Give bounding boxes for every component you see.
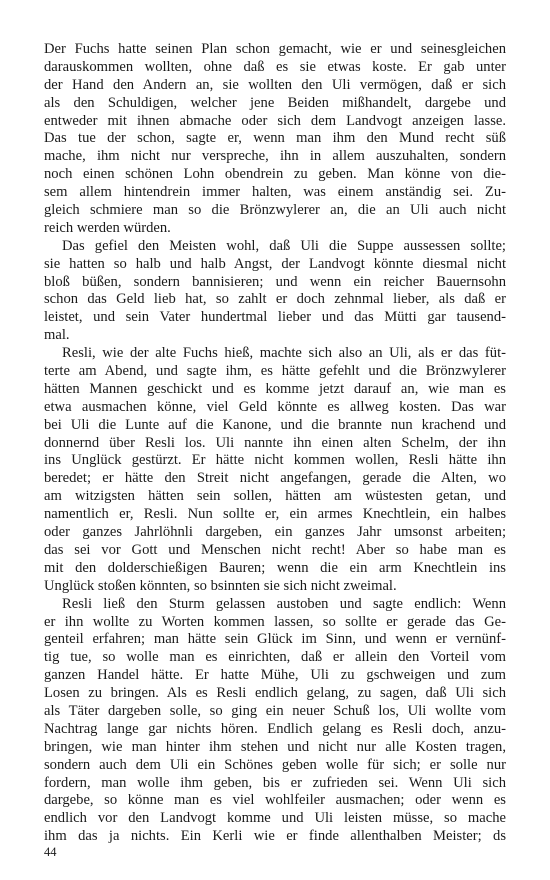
text-line: dargebe, so könne man es viel wohlfeiler ausmachen; oder wenn es xyxy=(44,792,506,809)
text-line: sie hatten so halb und halb Angst, der Landvogt könnte diesmal nicht xyxy=(44,255,506,272)
body-text xyxy=(44,41,506,846)
text-line: schon das Geld lieb hat, so zahlt er doch zehnmal lieber, als daß er xyxy=(44,291,506,308)
text-line: Resli ließ den Sturm gelassen austoben und sagte endlich: Wenn xyxy=(62,595,506,612)
paragraph xyxy=(44,238,506,345)
paragraph xyxy=(44,41,506,238)
paragraph xyxy=(44,596,506,846)
text-line: ins Unglück gestürzt. Er hätte nicht kommen wollen, Resli hätte ihn xyxy=(44,452,506,469)
text-line: entweder mit ihnen abmache oder sich dem Landvogt anzeigen lasse. xyxy=(44,112,506,129)
text-line: etwa ausmachen könne, viel Geld könnte es allweg kosten. Das war xyxy=(44,398,506,415)
text-line: beredet; er hätte den Streit nicht angefangen, gerade die Alten, wo xyxy=(44,470,506,487)
text-line: Das gefiel den Meisten wohl, daß Uli die Suppe aussessen sollte; xyxy=(62,237,506,254)
text-line: namentlich er, Resli. Nun sollte er, ein armes Knechtlein, ein halbes xyxy=(44,506,506,523)
text-line: Unglück stoßen könnten, so bsinnten sie sich nicht zweimal. xyxy=(44,577,397,594)
page-number: 44 xyxy=(44,845,57,859)
text-line: Losen zu bringen. Als es Resli endlich gelang, zu sagen, daß Uli sich xyxy=(44,685,506,702)
text-line: Das tue der schon, sagte er, wenn man ihm den Mund recht süß xyxy=(44,130,506,147)
text-line: ganzen Handel hätte. Er hatte Mühe, Uli zu gschweigen und zum xyxy=(44,667,506,684)
text-line: Nachtrag lange gar nichts hören. Endlich gelang es Resli doch, anzu- xyxy=(44,720,506,737)
text-line: noch einen schönen Lohn obendrein zu geben. Man könne von die- xyxy=(44,166,506,183)
text-line: ihm das ja nichts. Ein Kerli wie er finde allenthalben Meister; ds xyxy=(44,828,506,845)
text-line: als den Schuldigen, welcher jene Beiden mißhandelt, dargebe und xyxy=(44,94,506,111)
text-line: fordern, man wolle ihm geben, bis er zufrieden sei. Wenn Uli sich xyxy=(44,774,506,791)
text-line: reich werden würden. xyxy=(44,219,171,236)
text-line: tig tue, so wolle man es einrichten, daß er allein den Vorteil vom xyxy=(44,649,506,666)
text-line: genteil erfahren; man hätte sein Glück im Sinn, und wenn er vernünf- xyxy=(44,631,506,648)
text-line: er ihn wollte zu Worten kommen lassen, so sollte er gerade das Ge- xyxy=(44,613,506,630)
text-line: bloß büßen, sondern bannisieren; und wenn ein reicher Bauernsohn xyxy=(44,273,506,290)
text-line: oder ganzes Jahrlöhnli dargeben, ein ganzes Jahr umsonst arbeiten; xyxy=(44,524,506,541)
text-line: sondern auch dem Uli ein Schönes geben wolle für sich; er solle nur xyxy=(44,756,506,773)
text-line: leistet, und sein Vater hundertmal lieber und das Mütti gar tausend- xyxy=(44,309,506,326)
text-line: terte am Abend, und sagte ihm, es hätte gefehlt und die Brönzwylerer xyxy=(44,363,506,380)
text-line: hätten Mannen geschickt und es komme jetzt darauf an, wie man es xyxy=(44,380,506,397)
text-line: mal. xyxy=(44,327,70,344)
text-line: donnernd über Resli los. Uli nannte ihn einen alten Schelm, der ihn xyxy=(44,434,506,451)
text-line: bei Uli die Lunte auf die Kanone, und die brannte nun krachend und xyxy=(44,416,506,433)
text-line: das sei vor Gott und Menschen nicht recht! Aber so habe man es xyxy=(44,541,506,558)
text-line: mit den dolderschießigen Bauren; wenn die ein arm Knechtlein ins xyxy=(44,559,506,576)
text-line: mache, ihm nicht nur verspreche, ihn in allem auszuhalten, sondern xyxy=(44,148,506,165)
text-line: als Täter dargeben solle, so ging ein neuer Schuß los, Uli wollte vom xyxy=(44,702,506,719)
paragraph xyxy=(44,345,506,595)
text-line: sem allem hintendrein immer halten, was einem anständig sei. Zu- xyxy=(44,184,506,201)
text-line: endlich vor den Landvogt komme und Uli leisten müsse, so mache xyxy=(44,810,506,827)
text-line: gleich schmiere man so die Brönzwylerer an, die an Uli auch nicht xyxy=(44,202,506,219)
text-line: Der Fuchs hatte seinen Plan schon gemacht, wie er und seinesgleichen xyxy=(44,41,506,57)
text-line: bringen, wie man hinter ihm stehen und nicht nur alle Kosten tragen, xyxy=(44,738,506,755)
text-line: am witzigsten hätten sein sollen, hätten am wüstesten getan, und xyxy=(44,488,506,505)
text-line: Resli, wie der alte Fuchs hieß, machte sich also an Uli, als er das füt- xyxy=(62,345,506,362)
text-line: der Hand den Andern an, sie wollten den Uli vermögen, daß er sich xyxy=(44,76,506,93)
text-line: darauskommen wollten, ohne daß es sie etwas koste. Er gab unter xyxy=(44,58,506,75)
